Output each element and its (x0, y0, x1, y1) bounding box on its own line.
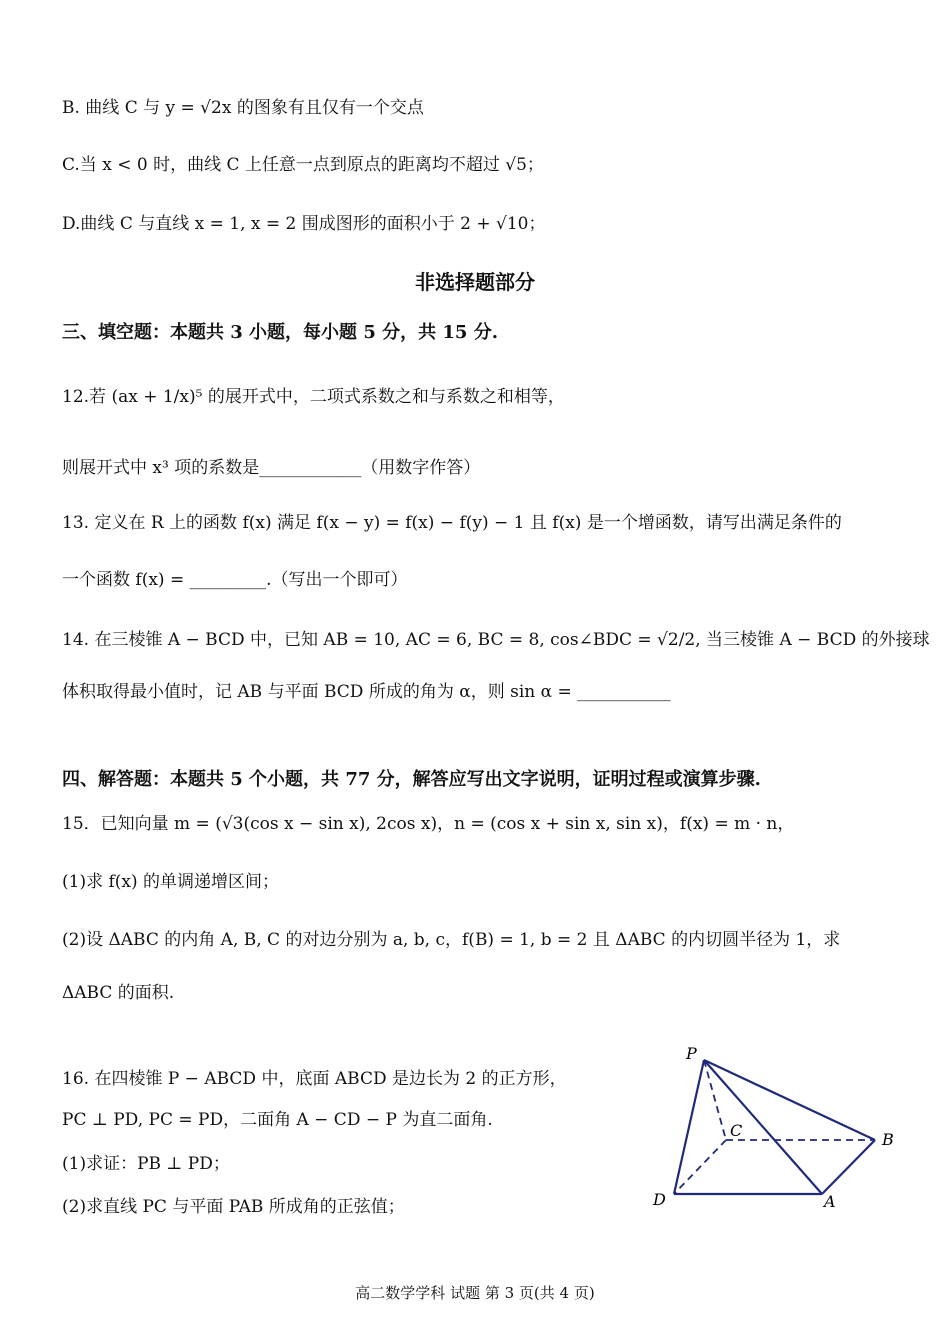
label-p: P (686, 1044, 697, 1063)
page-footer: 高二数学学科 试题 第 3 页(共 4 页) (355, 1284, 595, 1302)
label-b: B (882, 1130, 894, 1149)
section3-title: 三、填空题：本题共 3 小题，每小题 5 分，共 15 分. (62, 322, 498, 343)
q15-part2-cont: ΔABC 的面积. (62, 983, 175, 1003)
edge-pd (674, 1060, 704, 1194)
edge-ab (822, 1140, 875, 1194)
q14-line1: 14. 在三棱锥 A − BCD 中，已知 AB = 10, AC = 6, BC = 8, cos∠BDC = √2/2, 当三棱锥 A − BCD 的外接球 (62, 630, 930, 650)
q13-line2: 一个函数 f(x) = _________.（写出一个即可） (62, 570, 408, 590)
q16-part2: (2)求直线 PC 与平面 PAB 所成角的正弦值； (62, 1197, 405, 1217)
q15-part2: (2)设 ΔABC 的内角 A, B, C 的对边分别为 a, b, c，f(B) = 1, b = 2 且 ΔABC 的内切圆半径为 1，求 (62, 930, 841, 950)
option-b: B. 曲线 C 与 y = √2x 的图象有且仅有一个交点 (62, 98, 424, 118)
q14-line2: 体积取得最小值时，记 AB 与平面 BCD 所成的角为 α，则 sin α = ___________ (62, 682, 671, 702)
q15-part1: (1)求 f(x) 的单调递增区间； (62, 872, 280, 892)
q16-part1: (1)求证：PB ⊥ PD； (62, 1154, 230, 1174)
label-c: C (730, 1121, 743, 1140)
q15-line1: 15．已知向量 m = (√3(cos x − sin x), 2cos x)，n = (cos x + sin x, sin x)，f(x) = m · n， (62, 814, 795, 834)
edge-cd-hidden (674, 1140, 726, 1194)
label-d: D (653, 1190, 666, 1209)
pyramid-figure (640, 1035, 910, 1220)
q13-line1: 13. 定义在 R 上的函数 f(x) 满足 f(x − y) = f(x) − f(y) − 1 且 f(x) 是一个增函数，请写出满足条件的 (62, 513, 842, 533)
q16-line2: PC ⊥ PD, PC = PD，二面角 A − CD − P 为直二面角. (62, 1110, 493, 1130)
option-d: D.曲线 C 与直线 x = 1, x = 2 围成图形的面积小于 2 + √10； (62, 214, 546, 234)
part-title: 非选择题部分 (415, 270, 535, 294)
section4-title: 四、解答题：本题共 5 个小题，共 77 分，解答应写出文字说明，证明过程或演算步骤. (62, 769, 761, 790)
label-a: A (824, 1192, 836, 1211)
q16-line1: 16. 在四棱锥 P − ABCD 中，底面 ABCD 是边长为 2 的正方形， (62, 1069, 567, 1089)
q12-line2: 则展开式中 x³ 项的系数是____________（用数字作答） (62, 458, 481, 478)
option-c: C.当 x < 0 时，曲线 C 上任意一点到原点的距离均不超过 √5； (62, 155, 544, 175)
q12-line1: 12.若 (ax + 1/x)⁵ 的展开式中，二项式系数之和与系数之和相等， (62, 387, 565, 407)
edge-pa (704, 1060, 822, 1194)
